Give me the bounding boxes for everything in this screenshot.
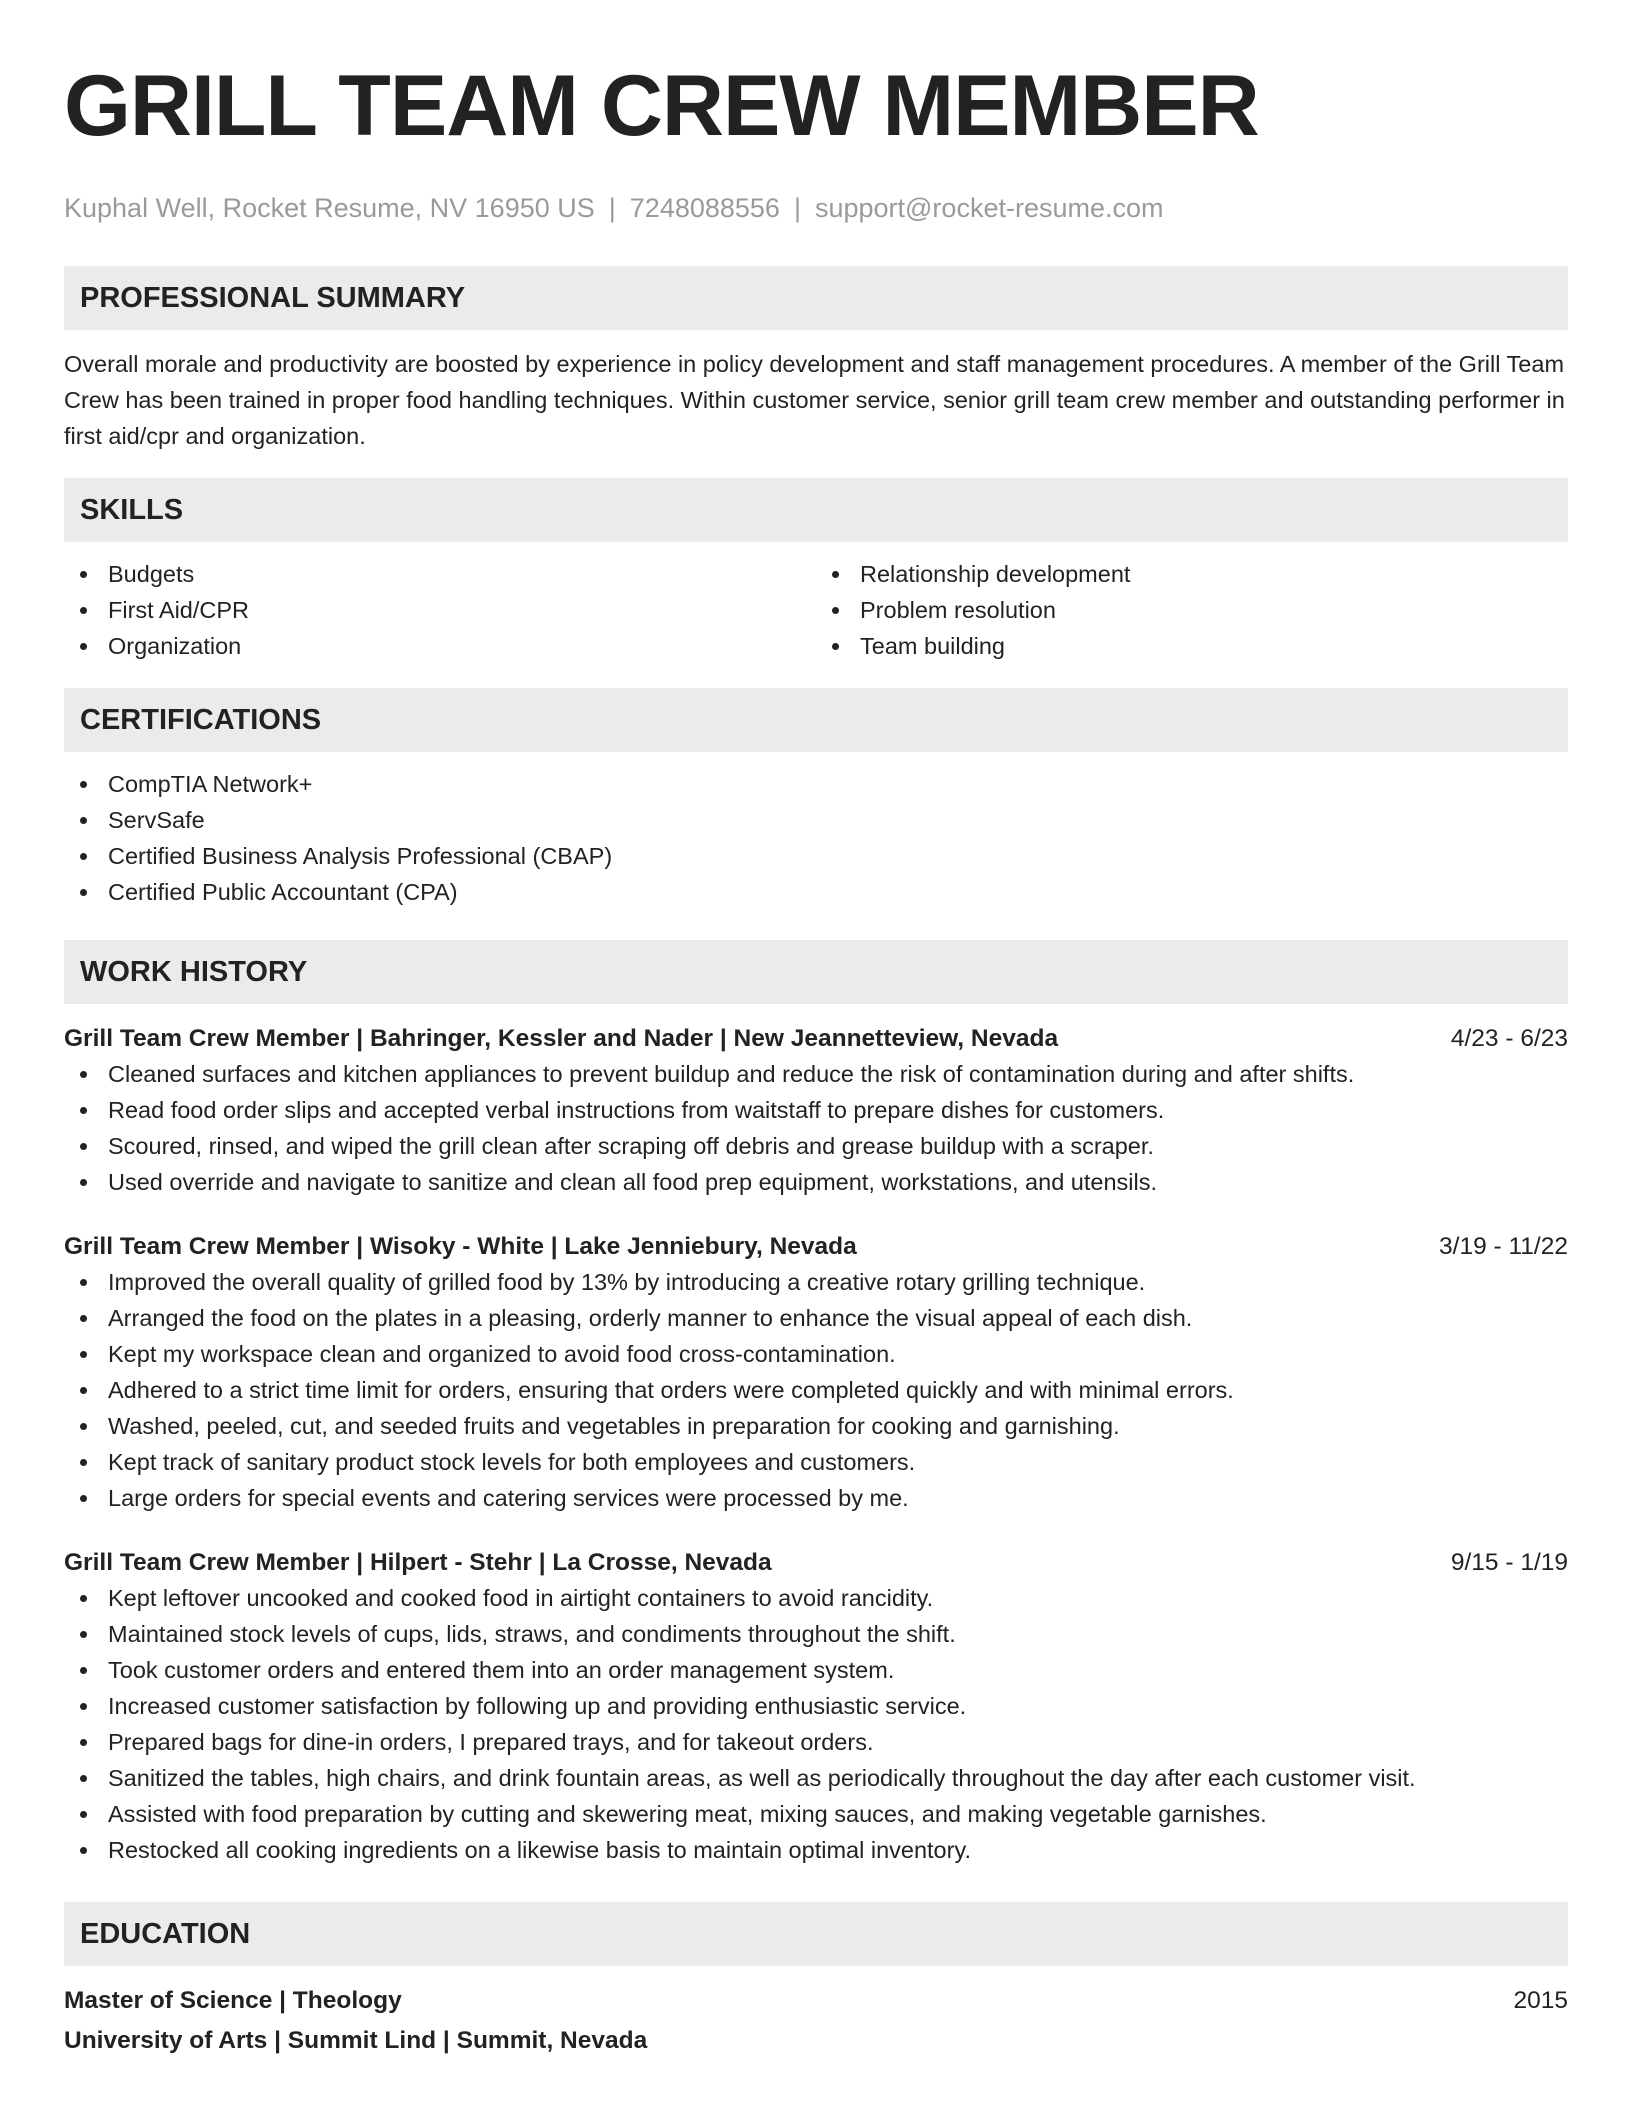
section-heading-summary: PROFESSIONAL SUMMARY [64, 266, 1568, 330]
job-bullet: Sanitized the tables, high chairs, and drink fountain areas, as well as periodically throughout the day after each customer visit. [64, 1760, 1568, 1796]
job-bullet: Washed, peeled, cut, and seeded fruits and vegetables in preparation for cooking and garnishing. [64, 1408, 1568, 1444]
section-heading-certifications: CERTIFICATIONS [64, 688, 1568, 752]
contact-email: support@rocket-resume.com [814, 193, 1164, 223]
contact-separator: | [608, 193, 616, 223]
job-bullets [64, 1264, 1568, 1516]
job-header [64, 1022, 1568, 1056]
skill-item: Problem resolution [816, 592, 1568, 628]
certification-item: Certified Public Accountant (CPA) [64, 874, 1568, 910]
job-entry [64, 1546, 1568, 1868]
job-bullet: Prepared bags for dine-in orders, I prepared trays, and for takeout orders. [64, 1724, 1568, 1760]
job-bullet: Adhered to a strict time limit for orders, ensuring that orders were completed quickly and with minimal errors. [64, 1372, 1568, 1408]
section-heading-skills: SKILLS [64, 478, 1568, 542]
job-bullet: Large orders for special events and catering services were processed by me. [64, 1480, 1568, 1516]
job-header [64, 1546, 1568, 1580]
job-dates: 9/15 - 1/19 [1450, 1549, 1568, 1576]
education-entry [64, 1984, 1568, 2058]
resume-name: GRILL TEAM CREW MEMBER [64, 58, 1259, 154]
job-dates: 4/23 - 6/23 [1450, 1025, 1568, 1052]
job-bullet: Used override and navigate to sanitize and clean all food prep equipment, workstations, and utensils. [64, 1164, 1568, 1200]
job-bullet: Assisted with food preparation by cutting and skewering meat, mixing sauces, and making vegetable garnishes. [64, 1796, 1568, 1832]
skills-right-list [816, 556, 1568, 664]
certifications-list [64, 766, 1568, 910]
job-bullets [64, 1580, 1568, 1868]
skills-left-list [64, 556, 816, 664]
skill-item: Organization [64, 628, 816, 664]
education-year: 2015 [1513, 1987, 1568, 2014]
job-bullet: Kept leftover uncooked and cooked food in airtight containers to avoid rancidity. [64, 1580, 1568, 1616]
skill-item: Team building [816, 628, 1568, 664]
job-entry [64, 1230, 1568, 1516]
section-heading-work-history: WORK HISTORY [64, 940, 1568, 1004]
job-entry [64, 1022, 1568, 1200]
contact-separator: | [793, 193, 801, 223]
job-bullets [64, 1056, 1568, 1200]
contact-line [64, 190, 1568, 226]
education-school: University of Arts | Summit Lind | Summit, Nevada [64, 2027, 648, 2054]
section-heading-education: EDUCATION [64, 1902, 1568, 1966]
skill-item: Relationship development [816, 556, 1568, 592]
skill-item: Budgets [64, 556, 816, 592]
job-bullet: Restocked all cooking ingredients on a likewise basis to maintain optimal inventory. [64, 1832, 1568, 1868]
contact-address: Kuphal Well, Rocket Resume, NV 16950 US [64, 193, 595, 223]
contact-phone: 7248088556 [629, 193, 780, 223]
job-bullet: Took customer orders and entered them into an order management system. [64, 1652, 1568, 1688]
summary-text: Overall morale and productivity are boosted by experience in policy development and staff management procedures. A member of the Grill Team Crew has been trained in proper food handling techniques. Within customer service, senior grill team crew member and outstanding performer in first aid/cpr and organization. [64, 351, 1565, 449]
job-dates: 3/19 - 11/22 [1439, 1233, 1568, 1260]
skill-item: First Aid/CPR [64, 592, 816, 628]
job-title: Grill Team Crew Member | Hilpert - Stehr | La Crosse, Nevada [64, 1549, 772, 1576]
job-bullet: Maintained stock levels of cups, lids, straws, and condiments throughout the shift. [64, 1616, 1568, 1652]
job-bullet: Kept my workspace clean and organized to avoid food cross-contamination. [64, 1336, 1568, 1372]
job-bullet: Cleaned surfaces and kitchen appliances to prevent buildup and reduce the risk of contamination during and after shifts. [64, 1056, 1568, 1092]
certification-item: ServSafe [64, 802, 1568, 838]
job-bullet: Improved the overall quality of grilled food by 13% by introducing a creative rotary grilling technique. [64, 1264, 1568, 1300]
education-degree: Master of Science | Theology [64, 1987, 402, 2014]
job-bullet: Read food order slips and accepted verbal instructions from waitstaff to prepare dishes for customers. [64, 1092, 1568, 1128]
job-title: Grill Team Crew Member | Wisoky - White | Lake Jenniebury, Nevada [64, 1233, 857, 1260]
job-bullet: Scoured, rinsed, and wiped the grill clean after scraping off debris and grease buildup with a scraper. [64, 1128, 1568, 1164]
job-bullet: Increased customer satisfaction by following up and providing enthusiastic service. [64, 1688, 1568, 1724]
job-bullet: Arranged the food on the plates in a pleasing, orderly manner to enhance the visual appeal of each dish. [64, 1300, 1568, 1336]
education-header [64, 1984, 1568, 2018]
certification-item: CompTIA Network+ [64, 766, 1568, 802]
job-header [64, 1230, 1568, 1264]
skills-grid [64, 556, 1568, 664]
job-title: Grill Team Crew Member | Bahringer, Kessler and Nader | New Jeannetteview, Nevada [64, 1025, 1059, 1052]
certification-item: Certified Business Analysis Professional (CBAP) [64, 838, 1568, 874]
job-bullet: Kept track of sanitary product stock levels for both employees and customers. [64, 1444, 1568, 1480]
